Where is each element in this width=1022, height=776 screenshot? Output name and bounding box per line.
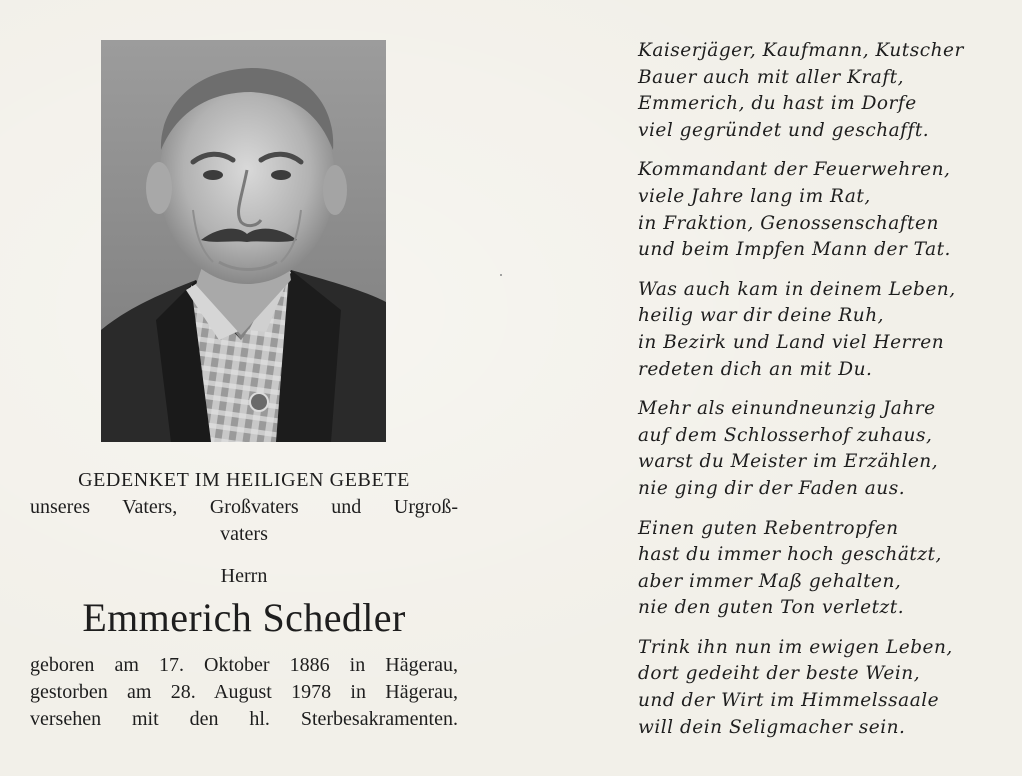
sacraments-line: versehen mit den hl. Sterbesakramenten. bbox=[30, 708, 458, 730]
subheading: unseres Vaters, Großvaters und Urgroß- bbox=[30, 496, 458, 518]
deceased-name: Emmerich Schedler bbox=[82, 595, 406, 640]
poem-line: will dein Seligmacher sein. bbox=[638, 716, 906, 738]
poem-line: nie den guten Ton verletzt. bbox=[638, 597, 905, 619]
poem-line: Mehr als einundneunzig Jahre bbox=[638, 398, 936, 420]
poem-line: Kommandant der Feuerwehren, bbox=[638, 159, 951, 181]
poem bbox=[638, 38, 1008, 754]
poem-line: Einen guten Rebentropfen bbox=[638, 517, 899, 539]
poem-stanza bbox=[638, 635, 1008, 741]
poem-line: und beim Impfen Mann der Tat. bbox=[638, 239, 951, 261]
poem-stanza bbox=[638, 38, 1008, 144]
life-dates bbox=[30, 652, 458, 733]
memorial-text bbox=[30, 466, 458, 733]
poem-line: viel gegründet und geschafft. bbox=[638, 119, 930, 141]
poem-line: Bauer auch mit aller Kraft, bbox=[638, 66, 904, 88]
poem-line: Trink ihn nun im ewigen Leben, bbox=[638, 636, 953, 658]
poem-line: und der Wirt im Himmelssaale bbox=[638, 690, 940, 712]
birth-line: geboren am 17. Oktober 1886 in Hägerau, bbox=[30, 654, 458, 676]
poem-line: nie ging dir der Faden aus. bbox=[638, 477, 906, 499]
poem-line: Emmerich, du hast im Dorfe bbox=[638, 93, 917, 115]
death-line: gestorben am 28. August 1978 in Hägerau, bbox=[30, 681, 458, 703]
poem-line: Was auch kam in deinem Leben, bbox=[638, 278, 956, 300]
poem-stanza bbox=[638, 157, 1008, 263]
subheading-continuation: vaters bbox=[220, 523, 268, 545]
poem-line: in Bezirk und Land viel Herren bbox=[638, 331, 945, 353]
poem-line: warst du Meister im Erzählen, bbox=[638, 451, 939, 473]
poem-line: auf dem Schlosserhof zuhaus, bbox=[638, 424, 933, 446]
heading: GEDENKET IM HEILIGEN GEBETE bbox=[78, 469, 410, 491]
poem-stanza bbox=[638, 396, 1008, 502]
poem-line: viele Jahre lang im Rat, bbox=[638, 185, 871, 207]
poem-line: heilig war dir deine Ruh, bbox=[638, 305, 884, 327]
paper-speck bbox=[500, 274, 502, 276]
poem-stanza bbox=[638, 516, 1008, 622]
poem-line: in Fraktion, Genossenschaften bbox=[638, 212, 939, 234]
poem-line: Kaiserjäger, Kaufmann, Kutscher bbox=[638, 40, 964, 61]
poem-stanza bbox=[638, 277, 1008, 383]
poem-line: dort gedeiht der beste Wein, bbox=[638, 663, 921, 685]
poem-line: aber immer Maß gehalten, bbox=[638, 570, 902, 592]
poem-line: hast du immer hoch geschätzt, bbox=[638, 544, 942, 566]
salutation: Herrn bbox=[220, 565, 268, 587]
portrait-photo bbox=[101, 40, 386, 442]
poem-line: redeten dich an mit Du. bbox=[638, 358, 873, 380]
